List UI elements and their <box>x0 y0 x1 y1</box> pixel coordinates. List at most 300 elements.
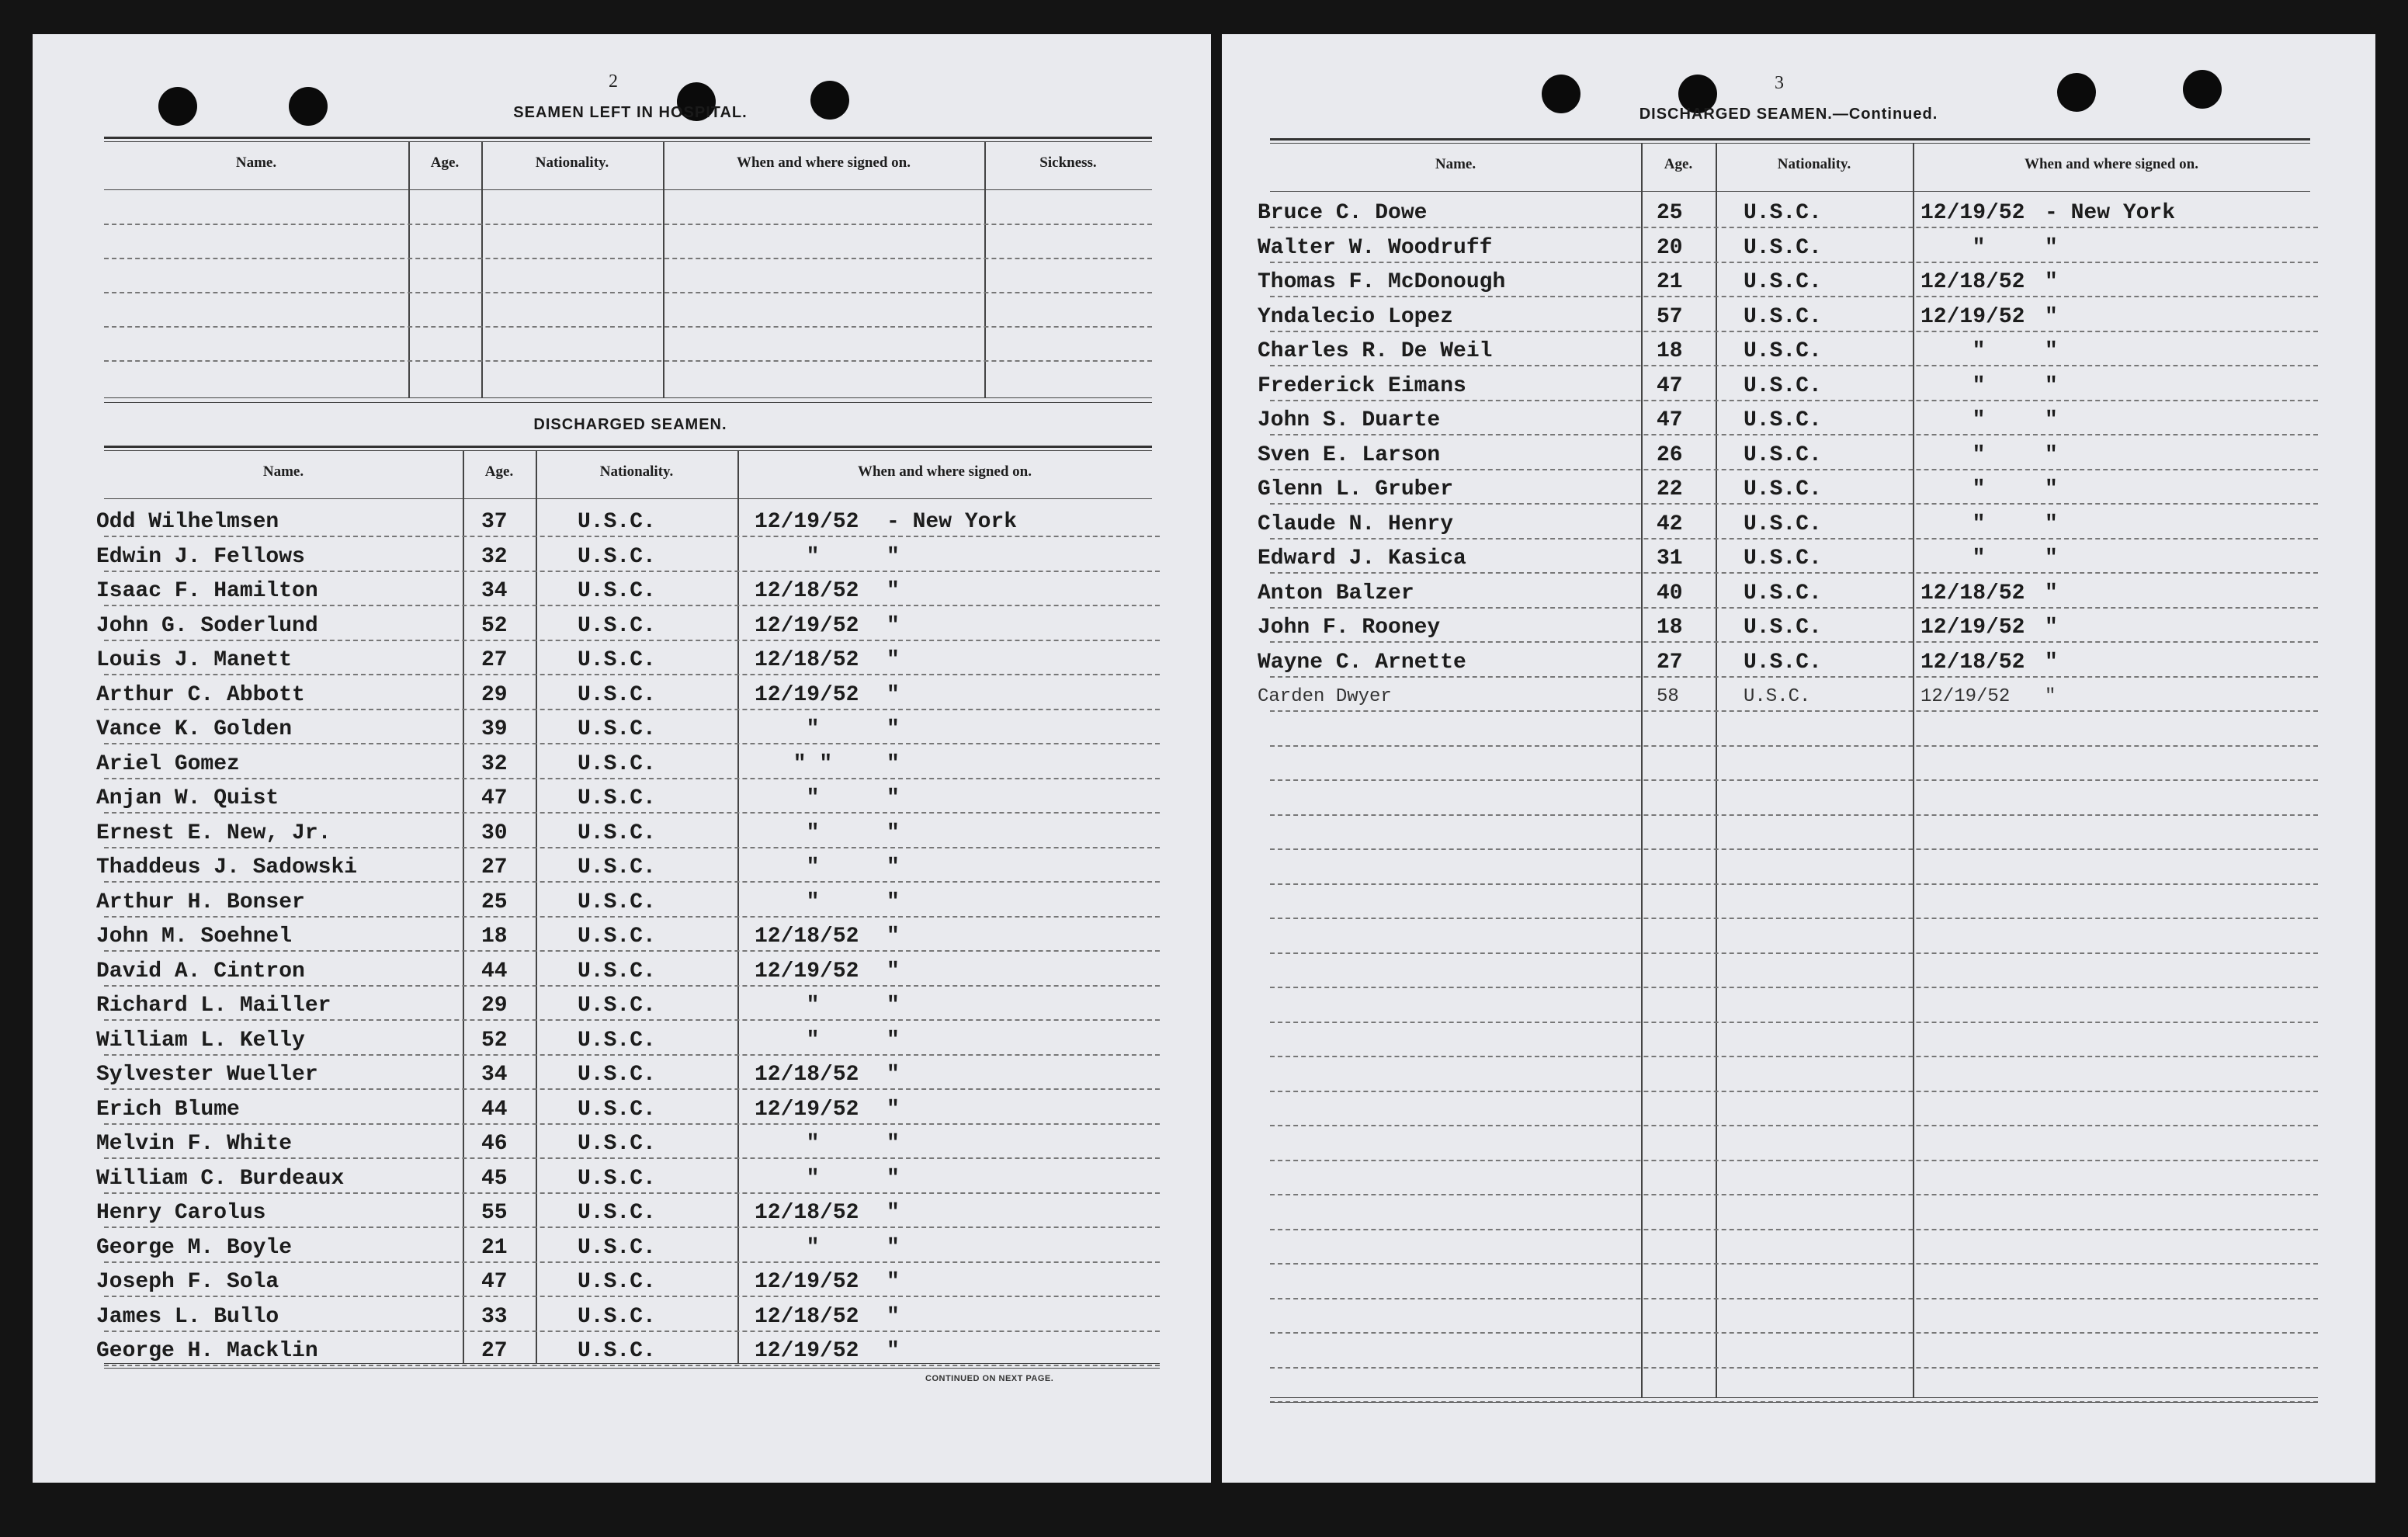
row-line <box>1270 1367 2318 1369</box>
signed-on-date: 12/19/52 <box>1921 616 2025 640</box>
row-line <box>1270 572 2318 574</box>
row-line <box>1270 641 2318 643</box>
seaman-nationality: U.S.C. <box>578 1029 656 1053</box>
seaman-name: Odd Wilhelmsen <box>96 510 279 534</box>
signed-on-place: " <box>887 925 900 949</box>
signed-on-place: " <box>887 1339 900 1363</box>
signed-on-date: 12/19/52 <box>755 510 859 534</box>
seaman-nationality: U.S.C. <box>1744 546 1822 571</box>
signed-on-date: " <box>806 855 820 880</box>
seaman-name: George H. Macklin <box>96 1339 318 1363</box>
seaman-nationality: U.S.C. <box>578 1270 656 1294</box>
seaman-name: Vance K. Golden <box>96 717 293 741</box>
seaman-name: Edwin J. Fellows <box>96 545 305 569</box>
table-rule <box>104 189 1152 190</box>
seaman-name: John M. Soehnel <box>96 925 293 949</box>
signed-on-date: " <box>806 1029 820 1053</box>
seaman-nationality: U.S.C. <box>578 614 656 638</box>
signed-on-date: 12/18/52 <box>755 1201 859 1225</box>
signed-on-place: " <box>2045 546 2058 571</box>
hospital-header-name: Name. <box>235 154 277 171</box>
seaman-age: 45 <box>481 1167 508 1191</box>
row-line <box>104 605 1160 606</box>
continued-header-signed-on: When and where signed on. <box>2024 156 2198 172</box>
seaman-nationality: U.S.C. <box>1744 270 1822 294</box>
row-line <box>1270 779 2318 781</box>
column-divider <box>481 141 483 397</box>
signed-on-place: " <box>887 855 900 880</box>
seaman-nationality: U.S.C. <box>1744 236 1822 260</box>
table-rule <box>104 1368 1160 1369</box>
row-line <box>1270 676 2318 678</box>
seaman-nationality: U.S.C. <box>1744 581 1822 605</box>
row-line <box>1270 918 2318 919</box>
signed-on-place: " <box>2045 236 2058 260</box>
row-line <box>1270 710 2318 712</box>
row-line <box>1270 400 2318 401</box>
discharged-header-age: Age. <box>484 463 514 480</box>
table-rule <box>1270 1397 2318 1398</box>
signed-on-date: " <box>806 821 820 845</box>
table-rule <box>104 397 1152 398</box>
signed-on-place: - New York <box>2045 201 2176 225</box>
seaman-nationality: U.S.C. <box>578 1236 656 1260</box>
seaman-age: 32 <box>481 545 508 569</box>
seaman-name: Carden Dwyer <box>1258 686 1392 707</box>
seaman-age: 27 <box>481 855 508 880</box>
right-page <box>1222 34 2375 1483</box>
signed-on-date: 12/19/52 <box>755 614 859 638</box>
seaman-name: Joseph F. Sola <box>96 1270 279 1294</box>
row-line <box>1270 1160 2318 1161</box>
signed-on-date: 12/19/52 <box>1921 686 2011 707</box>
row-line <box>1270 365 2318 366</box>
seaman-age: 42 <box>1657 512 1683 536</box>
row-line <box>1270 1298 2318 1299</box>
signed-on-date: 12/18/52 <box>755 1063 859 1087</box>
hospital-header-sickness: Sickness. <box>1039 154 1097 171</box>
seaman-nationality: U.S.C. <box>1744 201 1822 225</box>
column-divider <box>408 141 410 397</box>
table-rule <box>104 450 1152 451</box>
seaman-age: 44 <box>481 959 508 984</box>
row-line <box>1270 331 2318 332</box>
row-line <box>1270 1022 2318 1023</box>
row-line <box>104 1226 1160 1228</box>
seaman-name: Edward J. Kasica <box>1258 546 1466 571</box>
signed-on-date: " <box>806 1132 820 1156</box>
signed-on-date: 12/18/52 <box>1921 270 2025 294</box>
seaman-name: Ernest E. New, Jr. <box>96 821 331 845</box>
seaman-age: 26 <box>1657 443 1683 467</box>
seaman-nationality: U.S.C. <box>1744 477 1822 501</box>
signed-on-date: " <box>806 994 820 1018</box>
signed-on-date: 12/19/52 <box>755 1270 859 1294</box>
row-line <box>104 778 1160 779</box>
signed-on-place: " <box>887 1098 900 1122</box>
seaman-nationality: U.S.C. <box>578 821 656 845</box>
signed-on-date: 12/19/52 <box>1921 305 2025 329</box>
signed-on-date: 12/18/52 <box>1921 581 2025 605</box>
row-line <box>104 881 1160 883</box>
seaman-name: George M. Boyle <box>96 1236 293 1260</box>
hospital-header-age: Age. <box>430 154 460 171</box>
table-rule <box>1270 138 2310 141</box>
signed-on-place: " <box>2045 477 2058 501</box>
row-line <box>1270 296 2318 297</box>
signed-on-place: " <box>2045 270 2058 294</box>
seaman-age: 27 <box>481 1339 508 1363</box>
page-number: 2 <box>609 71 618 92</box>
seaman-nationality: U.S.C. <box>578 925 656 949</box>
row-line <box>1270 607 2318 609</box>
row-line <box>104 640 1160 641</box>
seaman-age: 22 <box>1657 477 1683 501</box>
seaman-age: 58 <box>1657 686 1679 707</box>
row-line <box>1270 227 2318 228</box>
seaman-name: Wayne C. Arnette <box>1258 651 1466 675</box>
seaman-nationality: U.S.C. <box>578 1063 656 1087</box>
seaman-age: 37 <box>481 510 508 534</box>
discharged-continued-title: DISCHARGED SEAMEN.—Continued. <box>1639 106 1938 123</box>
table-rule <box>104 446 1152 448</box>
row-line <box>104 743 1160 744</box>
signed-on-place: " <box>2045 512 2058 536</box>
seaman-name: Charles R. De Weil <box>1258 339 1493 363</box>
signed-on-date: " <box>1972 512 1986 536</box>
row-line <box>1270 503 2318 505</box>
seaman-age: 25 <box>1657 201 1683 225</box>
row-line <box>104 847 1160 848</box>
signed-on-place: " <box>2045 339 2058 363</box>
signed-on-place: " <box>887 1270 900 1294</box>
seaman-name: Anton Balzer <box>1258 581 1414 605</box>
discharged-header-nationality: Nationality. <box>599 463 674 480</box>
signed-on-place: " <box>887 545 900 569</box>
signed-on-place: " <box>887 1132 900 1156</box>
seaman-name: John G. Soderlund <box>96 614 318 638</box>
hospital-section-title: SEAMEN LEFT IN HOSPITAL. <box>513 104 748 121</box>
row-line <box>104 1296 1160 1297</box>
seaman-age: 29 <box>481 683 508 707</box>
seaman-age: 47 <box>481 786 508 810</box>
punch-hole <box>158 87 197 126</box>
seaman-age: 29 <box>481 994 508 1018</box>
table-rule <box>104 498 1152 499</box>
signed-on-place: " <box>2045 581 2058 605</box>
seaman-name: Bruce C. Dowe <box>1258 201 1428 225</box>
seaman-name: Arthur C. Abbott <box>96 683 305 707</box>
signed-on-place: " <box>2045 686 2056 707</box>
seaman-name: William C. Burdeaux <box>96 1167 345 1191</box>
seaman-nationality: U.S.C. <box>578 648 656 672</box>
row-line <box>104 916 1160 918</box>
signed-on-date: 12/19/52 <box>1921 201 2025 225</box>
signed-on-place: " <box>2045 651 2058 675</box>
seaman-nationality: U.S.C. <box>578 994 656 1018</box>
signed-on-date: " <box>1972 477 1986 501</box>
row-line <box>1270 434 2318 435</box>
punch-hole <box>810 81 849 120</box>
seaman-nationality: U.S.C. <box>578 1201 656 1225</box>
signed-on-place: " <box>887 786 900 810</box>
seaman-nationality: U.S.C. <box>1744 408 1822 432</box>
seaman-age: 34 <box>481 579 508 603</box>
row-line <box>1270 814 2318 816</box>
table-rule <box>104 141 1152 142</box>
row-line <box>1270 1332 2318 1334</box>
signed-on-place: " <box>887 579 900 603</box>
seaman-nationality: U.S.C. <box>1744 512 1822 536</box>
discharged-section-title: DISCHARGED SEAMEN. <box>533 416 727 433</box>
signed-on-date: " <box>806 786 820 810</box>
row-line <box>104 950 1160 952</box>
seaman-nationality: U.S.C. <box>578 1339 656 1363</box>
signed-on-place: " <box>887 717 900 741</box>
discharged-header-signed-on: When and where signed on. <box>857 463 1032 480</box>
seaman-age: 52 <box>481 1029 508 1053</box>
seaman-name: Richard L. Mailler <box>96 994 331 1018</box>
row-line <box>1270 1125 2318 1126</box>
row-line <box>104 1123 1160 1125</box>
seaman-age: 31 <box>1657 546 1683 571</box>
seaman-name: Yndalecio Lopez <box>1258 305 1454 329</box>
signed-on-place: " <box>887 959 900 984</box>
row-line <box>104 1365 1160 1366</box>
signed-on-place: " <box>887 614 900 638</box>
page-number: 3 <box>1775 73 1784 93</box>
hospital-row-line <box>104 360 1152 362</box>
seaman-name: William L. Kelly <box>96 1029 305 1053</box>
signed-on-date: " <box>806 545 820 569</box>
signed-on-date: " <box>806 1236 820 1260</box>
signed-on-date: 12/19/52 <box>755 1339 859 1363</box>
row-line <box>104 674 1160 675</box>
seaman-name: Anjan W. Quist <box>96 786 279 810</box>
seaman-name: John S. Duarte <box>1258 408 1441 432</box>
table-rule <box>1270 191 2310 192</box>
signed-on-date: 12/19/52 <box>755 959 859 984</box>
row-line <box>1270 538 2318 540</box>
signed-on-place: " <box>887 821 900 845</box>
seaman-age: 25 <box>481 890 508 914</box>
row-line <box>104 709 1160 710</box>
seaman-age: 18 <box>1657 616 1683 640</box>
seaman-nationality: U.S.C. <box>578 890 656 914</box>
seaman-age: 57 <box>1657 305 1683 329</box>
signed-on-place: " <box>887 1236 900 1260</box>
seaman-age: 39 <box>481 717 508 741</box>
table-rule <box>1270 143 2310 144</box>
hospital-row-line <box>104 258 1152 259</box>
continued-header-nationality: Nationality. <box>1777 156 1851 172</box>
signed-on-date: " <box>1972 443 1986 467</box>
hospital-row-line <box>104 326 1152 328</box>
row-line <box>1270 1056 2318 1057</box>
signed-on-place: " <box>887 1305 900 1329</box>
row-line <box>104 1019 1160 1021</box>
seaman-nationality: U.S.C. <box>578 855 656 880</box>
seaman-nationality: U.S.C. <box>578 510 656 534</box>
seaman-nationality: U.S.C. <box>578 579 656 603</box>
continued-footer: CONTINUED ON NEXT PAGE. <box>925 1374 1054 1383</box>
seaman-name: Sylvester Wueller <box>96 1063 318 1087</box>
column-divider <box>663 141 664 397</box>
signed-on-place: " <box>887 890 900 914</box>
table-rule <box>1270 1402 2318 1403</box>
seaman-age: 40 <box>1657 581 1683 605</box>
seaman-nationality: U.S.C. <box>578 717 656 741</box>
hospital-header-nationality: Nationality. <box>535 154 609 171</box>
continued-header-age: Age. <box>1664 156 1693 172</box>
hospital-row-line <box>104 292 1152 293</box>
row-line <box>104 1054 1160 1056</box>
hospital-header-signed-on: When and where signed on. <box>736 154 911 171</box>
seaman-name: Isaac F. Hamilton <box>96 579 318 603</box>
seaman-name: Arthur H. Bonser <box>96 890 305 914</box>
row-line <box>1270 1194 2318 1195</box>
seaman-name: Claude N. Henry <box>1258 512 1454 536</box>
row-line <box>104 1331 1160 1332</box>
seaman-name: Thomas F. McDonough <box>1258 270 1506 294</box>
row-line <box>1270 883 2318 885</box>
column-divider <box>984 141 986 397</box>
signed-on-date: " <box>1972 236 1986 260</box>
seaman-age: 47 <box>1657 374 1683 398</box>
seaman-name: Melvin F. White <box>96 1132 293 1156</box>
punch-hole <box>2183 70 2222 109</box>
seaman-name: James L. Bullo <box>96 1305 279 1329</box>
punch-hole <box>2057 73 2096 112</box>
signed-on-place: - New York <box>887 510 1018 534</box>
table-rule <box>104 1363 1160 1364</box>
row-line <box>1270 469 2318 470</box>
signed-on-place: " <box>887 752 900 776</box>
seaman-name: Henry Carolus <box>96 1201 266 1225</box>
signed-on-date: 12/18/52 <box>755 648 859 672</box>
seaman-nationality: U.S.C. <box>1744 616 1822 640</box>
signed-on-date: 12/19/52 <box>755 1098 859 1122</box>
punch-hole <box>289 87 328 126</box>
signed-on-place: " <box>887 994 900 1018</box>
seaman-nationality: U.S.C. <box>578 1305 656 1329</box>
seaman-nationality: U.S.C. <box>578 786 656 810</box>
signed-on-date: " <box>806 890 820 914</box>
row-line <box>104 1192 1160 1194</box>
seaman-age: 33 <box>481 1305 508 1329</box>
signed-on-place: " <box>2045 374 2058 398</box>
seaman-name: Louis J. Manett <box>96 648 293 672</box>
seaman-name: Thaddeus J. Sadowski <box>96 855 358 880</box>
seaman-age: 30 <box>481 821 508 845</box>
hospital-row-line <box>104 224 1152 225</box>
seaman-age: 44 <box>481 1098 508 1122</box>
row-line <box>1270 952 2318 954</box>
row-line <box>1270 1091 2318 1092</box>
signed-on-place: " <box>887 1201 900 1225</box>
signed-on-date: " <box>806 717 820 741</box>
seaman-nationality: U.S.C. <box>578 959 656 984</box>
row-line <box>104 571 1160 572</box>
seaman-age: 18 <box>481 925 508 949</box>
seaman-nationality: U.S.C. <box>1744 651 1822 675</box>
seaman-age: 46 <box>481 1132 508 1156</box>
signed-on-date: " <box>1972 546 1986 571</box>
seaman-name: John F. Rooney <box>1258 616 1441 640</box>
seaman-nationality: U.S.C. <box>578 1132 656 1156</box>
discharged-header-name: Name. <box>262 463 304 480</box>
row-line <box>1270 1229 2318 1230</box>
signed-on-place: " <box>2045 408 2058 432</box>
row-line <box>1270 987 2318 988</box>
seaman-nationality: U.S.C. <box>1744 305 1822 329</box>
signed-on-date: " <box>1972 408 1986 432</box>
seaman-name: Sven E. Larson <box>1258 443 1441 467</box>
continued-header-name: Name. <box>1435 156 1476 172</box>
seaman-age: 47 <box>1657 408 1683 432</box>
signed-on-date: 12/18/52 <box>1921 651 2025 675</box>
signed-on-place: " <box>2045 443 2058 467</box>
seaman-age: 21 <box>481 1236 508 1260</box>
row-line <box>104 985 1160 987</box>
signed-on-place: " <box>2045 305 2058 329</box>
seaman-nationality: U.S.C. <box>1744 686 1811 707</box>
row-line <box>1270 1263 2318 1265</box>
signed-on-place: " <box>887 1167 900 1191</box>
seaman-name: Frederick Eimans <box>1258 374 1466 398</box>
row-line <box>104 1157 1160 1159</box>
signed-on-date: " <box>806 1167 820 1191</box>
signed-on-place: " <box>887 648 900 672</box>
seaman-age: 55 <box>481 1201 508 1225</box>
table-rule <box>104 402 1152 403</box>
seaman-age: 34 <box>481 1063 508 1087</box>
left-page <box>33 34 1211 1483</box>
seaman-nationality: U.S.C. <box>578 752 656 776</box>
seaman-name: Walter W. Woodruff <box>1258 236 1493 260</box>
seaman-name: Glenn L. Gruber <box>1258 477 1454 501</box>
signed-on-date: 12/18/52 <box>755 1305 859 1329</box>
row-line <box>104 1261 1160 1263</box>
seaman-name: Erich Blume <box>96 1098 240 1122</box>
seaman-age: 27 <box>481 648 508 672</box>
signed-on-place: " <box>887 1063 900 1087</box>
signed-on-date: " " <box>793 752 833 776</box>
seaman-nationality: U.S.C. <box>578 683 656 707</box>
seaman-nationality: U.S.C. <box>1744 374 1822 398</box>
row-line <box>1270 262 2318 263</box>
signed-on-place: " <box>887 683 900 707</box>
seaman-nationality: U.S.C. <box>1744 443 1822 467</box>
signed-on-place: " <box>887 1029 900 1053</box>
seaman-age: 21 <box>1657 270 1683 294</box>
seaman-nationality: U.S.C. <box>578 1167 656 1191</box>
seaman-nationality: U.S.C. <box>578 545 656 569</box>
signed-on-date: " <box>1972 339 1986 363</box>
seaman-name: David A. Cintron <box>96 959 305 984</box>
seaman-nationality: U.S.C. <box>1744 339 1822 363</box>
seaman-name: Ariel Gomez <box>96 752 240 776</box>
seaman-age: 18 <box>1657 339 1683 363</box>
row-line <box>104 812 1160 814</box>
seaman-age: 27 <box>1657 651 1683 675</box>
row-line <box>1270 745 2318 747</box>
signed-on-date: " <box>1972 374 1986 398</box>
signed-on-date: 12/18/52 <box>755 925 859 949</box>
seaman-age: 32 <box>481 752 508 776</box>
signed-on-date: 12/19/52 <box>755 683 859 707</box>
row-line <box>1270 848 2318 850</box>
